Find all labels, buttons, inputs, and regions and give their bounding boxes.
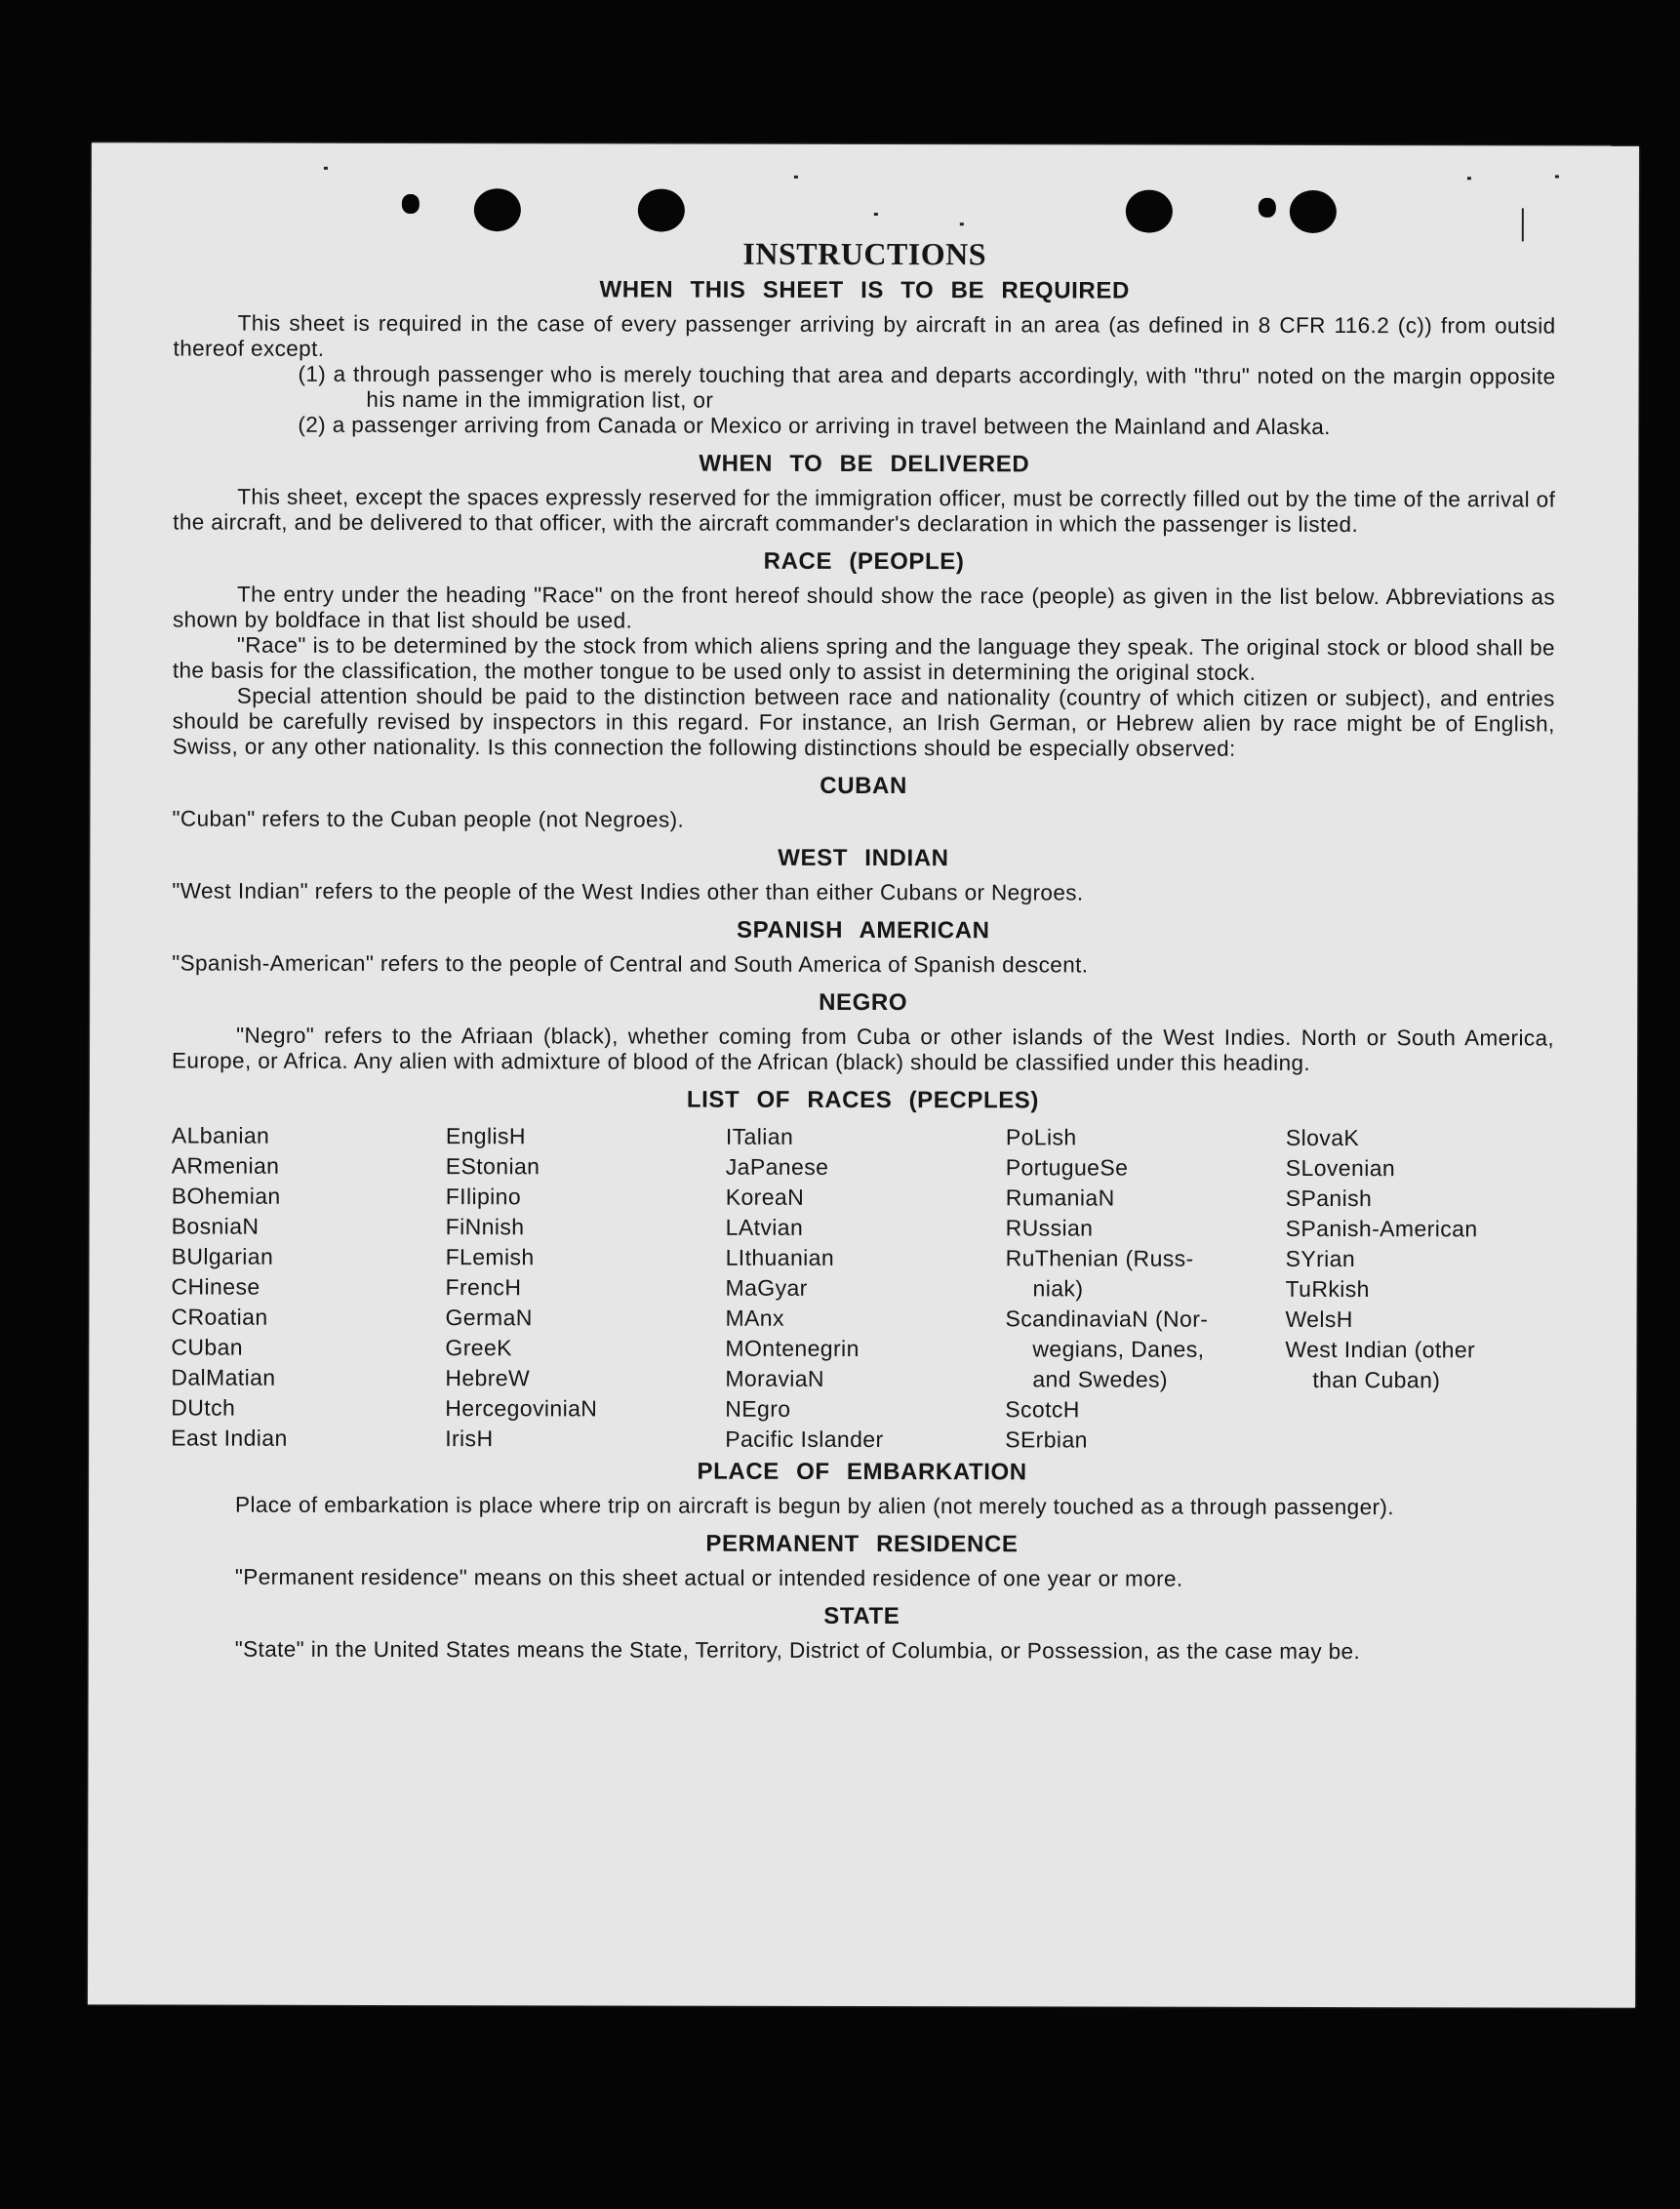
- race-item: ScotcH: [1005, 1396, 1080, 1423]
- heading-state: STATE: [823, 1602, 900, 1630]
- punch-hole: [1126, 190, 1173, 233]
- race-item: WelsH: [1285, 1305, 1353, 1333]
- punch-hole: [402, 194, 420, 214]
- races-column: [171, 1121, 446, 1455]
- race-item: SLovenian: [1285, 1154, 1396, 1182]
- race-item: MoraviaN: [725, 1365, 825, 1391]
- punch-hole: [1259, 198, 1276, 218]
- race-item: FIlipino: [445, 1184, 522, 1210]
- heading-delivered: WHEN TO BE DELIVERED: [699, 450, 1030, 478]
- race-item: SlovaK: [1285, 1124, 1360, 1151]
- race-item: West Indian (other: [1285, 1336, 1476, 1363]
- race-item: MOntenegrin: [725, 1335, 860, 1361]
- race-item: KoreaN: [725, 1184, 805, 1210]
- race-item: CRoatian: [171, 1304, 268, 1330]
- paper-speck: [1522, 208, 1524, 241]
- exception-2: (2) a passenger arriving from Canada or Mexico or arriving in travel between the Mainland and Alaska.: [298, 412, 1331, 440]
- heading-cuban: CUBAN: [820, 772, 907, 800]
- page-title: INSTRUCTIONS: [742, 235, 987, 272]
- race-item: HercegoviniaN: [445, 1395, 598, 1422]
- paragraph-state: "State" in the United States means the State, Territory, District of Columbia, or Possession, as the case may be.: [234, 1636, 1361, 1665]
- race-item: NEgro: [725, 1395, 791, 1422]
- heading-embarkation: PLACE OF EMBARKATION: [697, 1458, 1027, 1486]
- paragraph-spanish-american: "Spanish-American" refers to the people of Central and South America of Spanish descent.: [172, 950, 1089, 978]
- race-item: EStonian: [445, 1153, 540, 1180]
- race-item: East Indian: [171, 1425, 288, 1451]
- race-item: SYrian: [1285, 1245, 1356, 1272]
- race-item: TuRkish: [1285, 1275, 1370, 1303]
- races-column: [1005, 1122, 1286, 1456]
- race-item: FrencH: [445, 1274, 522, 1301]
- race-item: HebreW: [445, 1365, 531, 1391]
- heading-required: WHEN THIS SHEET IS TO BE REQUIRED: [599, 276, 1130, 304]
- race-item: ScandinaviaN (Nor-: [1005, 1305, 1209, 1332]
- race-item: BUlgarian: [171, 1243, 274, 1269]
- race-item: LAtvian: [725, 1214, 804, 1240]
- race-item: Pacific Islander: [725, 1426, 884, 1453]
- exception-1: (1) a through passenger who is merely touching that area and departs accordingly, with "thru" noted on the margin opposite his name in the immigration list, or: [298, 361, 1556, 413]
- race-item-continued: niak): [1032, 1275, 1084, 1302]
- paragraph-negro: "Negro" refers to the Afriaan (black), whether coming from Cuba or other islands of the West Indies. North or South America, Europe, or Africa. Any alien with admixture of blood of the African (black) should be classified under this heading.: [172, 1023, 1555, 1075]
- paragraph-delivered: This sheet, except the spaces expressly reserved for the immigration officer, must be correctly filled out by the time of the arrival of the aircraft, and be delivered to that officer, with the aircraft commander's declaration in which the passenger is listed.: [173, 484, 1556, 538]
- heading-race: RACE (PEOPLE): [763, 547, 965, 576]
- paragraph-required: This sheet is required in the case of every passenger arriving by aircraft in an area (as defined in 8 CFR 116.2 (c)) from outsid thereof except.: [173, 310, 1556, 361]
- race-item: ARmenian: [171, 1152, 280, 1179]
- race-item: PoLish: [1005, 1124, 1077, 1150]
- race-item: BOhemian: [171, 1183, 281, 1209]
- race-item: JaPanese: [725, 1153, 829, 1180]
- race-item: ALbanian: [171, 1122, 270, 1148]
- paper-speck: [960, 222, 964, 225]
- race-item: CUban: [171, 1334, 244, 1360]
- race-item: CHinese: [171, 1273, 260, 1300]
- race-item: SPanish-American: [1285, 1215, 1478, 1242]
- race-item: DUtch: [171, 1394, 236, 1421]
- paragraph-race-3: Special attention should be paid to the distinction between race and nationality (country of which citizen or subject), and entries should be carefully revised by inspectors in this regard. For instance, an Irish German, or Hebrew alien by race might be of English, Swiss, or any other nationality. Is this connection the following distinctions should be especially observed:: [172, 683, 1555, 761]
- race-item: DalMatian: [171, 1364, 276, 1390]
- paragraph-race-1: The entry under the heading "Race" on the front hereof should show the race (people) as given in the list below. Abbreviations as shown by boldface in that list should be used.: [172, 582, 1556, 633]
- race-item-continued: than Cuban): [1312, 1366, 1441, 1393]
- race-item: GreeK: [445, 1335, 512, 1361]
- race-item: IrisH: [445, 1426, 494, 1452]
- punch-hole: [638, 189, 685, 232]
- race-item: RUssian: [1005, 1215, 1094, 1241]
- instructions-content: [171, 235, 1556, 1666]
- heading-negro: NEGRO: [819, 988, 908, 1017]
- heading-permanent-residence: PERMANENT RESIDENCE: [705, 1530, 1019, 1558]
- race-item: LIthuanian: [725, 1244, 835, 1270]
- race-item: ITalian: [725, 1123, 794, 1149]
- paragraph-race-2: "Race" is to be determined by the stock from which aliens spring and the language they speak. The original stock or blood shall be the basis for the classification, the mother tongue to be used only to assist in determining the original stock.: [172, 632, 1555, 685]
- punch-hole: [474, 188, 521, 231]
- paragraph-permanent-residence: "Permanent residence" means on this sheet actual or intended residence of one year or more.: [234, 1564, 1183, 1591]
- race-item: GermaN: [445, 1305, 533, 1331]
- race-item: MAnx: [725, 1305, 784, 1331]
- race-item: PortugueSe: [1005, 1154, 1129, 1181]
- race-item: FiNnish: [445, 1214, 525, 1240]
- race-item: SPanish: [1285, 1185, 1373, 1212]
- paper-speck: [1555, 175, 1559, 178]
- paper-speck: [874, 213, 878, 216]
- heading-west-indian: WEST INDIAN: [778, 844, 949, 872]
- heading-list-of-races: LIST OF RACES (PECPLES): [686, 1086, 1040, 1114]
- race-item: RuThenian (Russ-: [1005, 1245, 1194, 1271]
- paper-speck: [794, 176, 798, 179]
- races-list: [171, 1121, 1554, 1457]
- race-item: FLemish: [445, 1244, 535, 1270]
- paper-speck: [1467, 177, 1471, 180]
- race-item: EnglisH: [445, 1123, 526, 1149]
- race-item: BosniaN: [171, 1213, 260, 1239]
- heading-spanish-american: SPANISH AMERICAN: [736, 916, 990, 944]
- paper-speck: [324, 167, 328, 170]
- race-item-continued: wegians, Danes,: [1032, 1336, 1205, 1362]
- paragraph-west-indian: "West Indian" refers to the people of the West Indies other than either Cubans or Negroes.: [172, 878, 1084, 905]
- race-item: SErbian: [1005, 1426, 1088, 1453]
- document-sheet: [88, 142, 1639, 2007]
- races-column: [725, 1122, 1006, 1456]
- race-item-continued: and Swedes): [1032, 1366, 1169, 1392]
- races-column: [1285, 1123, 1554, 1457]
- paragraph-embarkation: Place of embarkation is place where trip on aircraft is begun by alien (not merely touched as a through passenger).: [235, 1492, 1394, 1520]
- punch-hole: [1290, 190, 1337, 233]
- race-item: RumaniaN: [1005, 1185, 1115, 1211]
- race-item: MaGyar: [725, 1274, 808, 1301]
- races-column: [445, 1121, 726, 1455]
- paragraph-cuban: "Cuban" refers to the Cuban people (not Negroes).: [172, 806, 685, 832]
